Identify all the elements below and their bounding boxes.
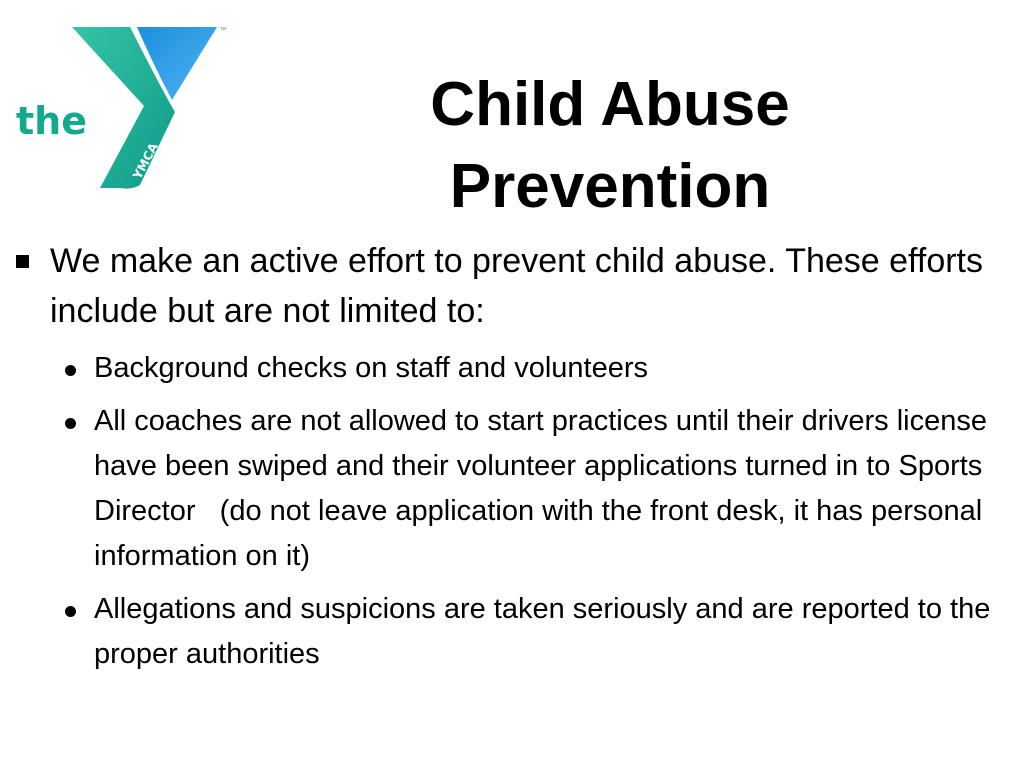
logo-word-the: the <box>16 99 87 143</box>
title-line-2: Prevention <box>449 152 771 221</box>
sub-bullet-text: Allegations and suspicions are taken seriously and are reported to the proper authorities <box>94 593 991 670</box>
sub-bullet-item <box>16 399 1006 579</box>
round-bullet-icon <box>65 418 76 429</box>
slide-title <box>300 64 920 228</box>
round-bullet-icon <box>65 606 76 617</box>
ymca-logo <box>12 20 242 192</box>
logo-trademark: ™ <box>219 27 228 37</box>
bullet-item <box>16 236 1006 336</box>
title-line-1: Child Abuse <box>430 70 790 139</box>
bullet-list <box>16 236 1006 685</box>
square-bullet-icon <box>16 255 29 268</box>
sub-bullet-item <box>16 587 1006 677</box>
sub-bullet-text: Background checks on staff and volunteers <box>94 352 649 384</box>
sub-bullet-list <box>16 346 1006 677</box>
sub-bullet-text: All coaches are not allowed to start practices until their drivers license have been swiped and their volunteer applications turned in to Sports Director (do not leave application with the front desk, it has personal information on it) <box>94 405 996 572</box>
bullet-text: We make an active effort to prevent child abuse. These efforts include but are not limited to: <box>50 242 984 330</box>
sub-bullet-item <box>16 346 1006 391</box>
logo-vertical-ymca: YMCA <box>130 140 161 182</box>
round-bullet-icon <box>65 365 76 376</box>
